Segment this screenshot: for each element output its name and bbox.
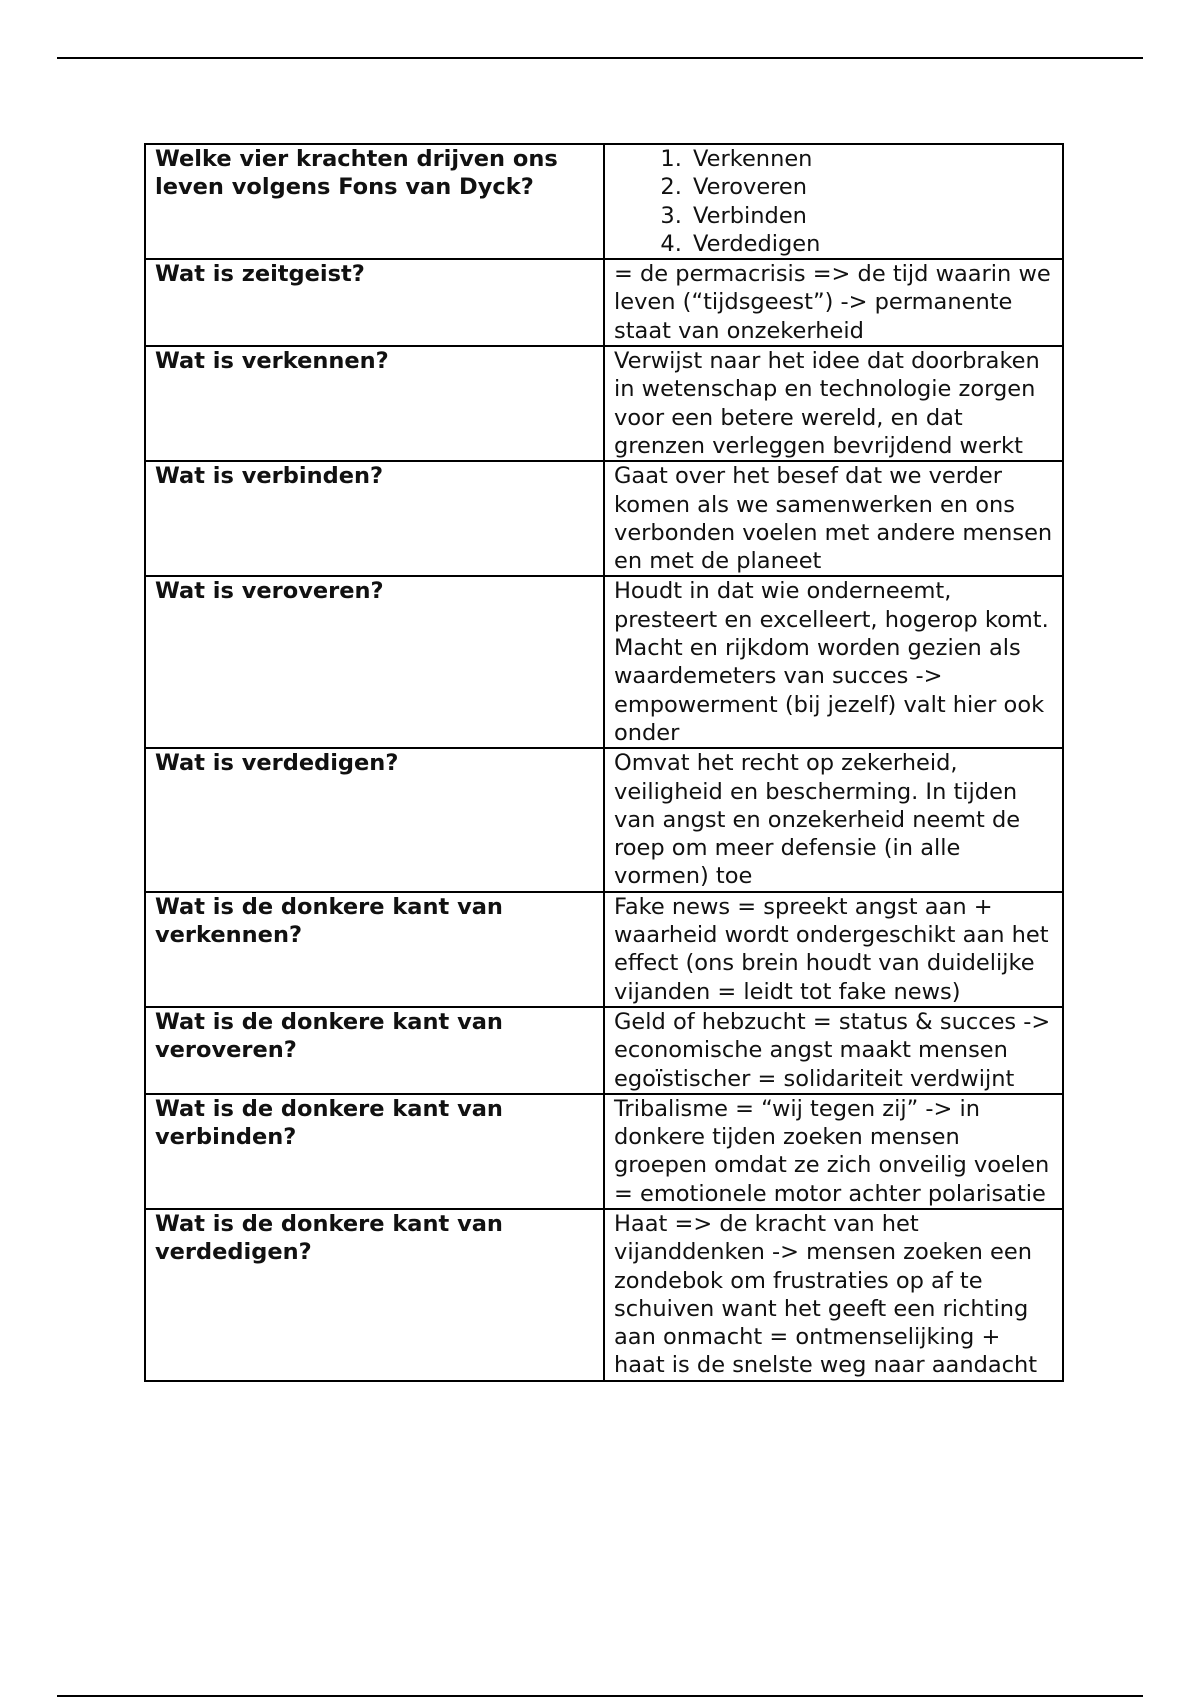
table-row xyxy=(145,144,1063,259)
table-row xyxy=(145,461,1063,576)
answer-cell: Houdt in dat wie onderneemt, presteert en excelleert, hogerop komt. Macht en rijkdom worden gezien als waardemeters van succes -> empowerment (bij jezelf) valt hier ook onder xyxy=(604,576,1063,748)
answer-cell: Omvat het recht op zekerheid, veiligheid en bescherming. In tijden van angst en onzekerheid neemt de roep om meer defensie (in alle vormen) toe xyxy=(604,748,1063,891)
header-rule xyxy=(57,57,1143,59)
list-item: 2. Veroveren xyxy=(689,173,1053,201)
question-cell: Wat is verbinden? xyxy=(145,461,604,576)
qa-table xyxy=(144,143,1064,1382)
table-row xyxy=(145,892,1063,1007)
question-cell: Welke vier krachten drijven ons leven volgens Fons van Dyck? xyxy=(145,144,604,259)
answer-cell: Geld of hebzucht = status & succes -> economische angst maakt mensen egoïstischer = solidariteit verdwijnt xyxy=(604,1007,1063,1094)
answer-cell: Gaat over het besef dat we verder komen als we samenwerken en ons verbonden voelen met andere mensen en met de planeet xyxy=(604,461,1063,576)
question-cell: Wat is verdedigen? xyxy=(145,748,604,891)
question-cell: Wat is verkennen? xyxy=(145,346,604,461)
table-row xyxy=(145,259,1063,346)
table-row xyxy=(145,1007,1063,1094)
question-cell: Wat is de donkere kant van veroveren? xyxy=(145,1007,604,1094)
question-cell: Wat is veroveren? xyxy=(145,576,604,748)
answer-cell: Haat => de kracht van het vijanddenken -> mensen zoeken een zondebok om frustraties op af te schuiven want het geeft een richting aan onmacht = ontmenselijking + haat is de snelste weg naar aandacht xyxy=(604,1209,1063,1381)
table-row xyxy=(145,1209,1063,1381)
list-item: 3. Verbinden xyxy=(689,202,1053,230)
answer-cell: = de permacrisis => de tijd waarin we leven (“tijdsgeest”) -> permanente staat van onzekerheid xyxy=(604,259,1063,346)
question-cell: Wat is de donkere kant van verbinden? xyxy=(145,1094,604,1209)
list-item: 4. Verdedigen xyxy=(689,230,1053,258)
footer-rule xyxy=(57,1695,1143,1697)
question-cell: Wat is zeitgeist? xyxy=(145,259,604,346)
question-cell: Wat is de donkere kant van verdedigen? xyxy=(145,1209,604,1381)
forces-list xyxy=(614,145,1053,258)
table-row xyxy=(145,748,1063,891)
table-row xyxy=(145,346,1063,461)
question-cell: Wat is de donkere kant van verkennen? xyxy=(145,892,604,1007)
answer-cell xyxy=(604,144,1063,259)
table-row xyxy=(145,1094,1063,1209)
list-item: 1. Verkennen xyxy=(689,145,1053,173)
answer-cell: Verwijst naar het idee dat doorbraken in wetenschap en technologie zorgen voor een betere wereld, en dat grenzen verleggen bevrijdend werkt xyxy=(604,346,1063,461)
table-row xyxy=(145,576,1063,748)
answer-cell: Fake news = spreekt angst aan + waarheid wordt ondergeschikt aan het effect (ons brein houdt van duidelijke vijanden = leidt tot fake news) xyxy=(604,892,1063,1007)
answer-cell: Tribalisme = “wij tegen zij” -> in donkere tijden zoeken mensen groepen omdat ze zich onveilig voelen = emotionele motor achter polarisatie xyxy=(604,1094,1063,1209)
